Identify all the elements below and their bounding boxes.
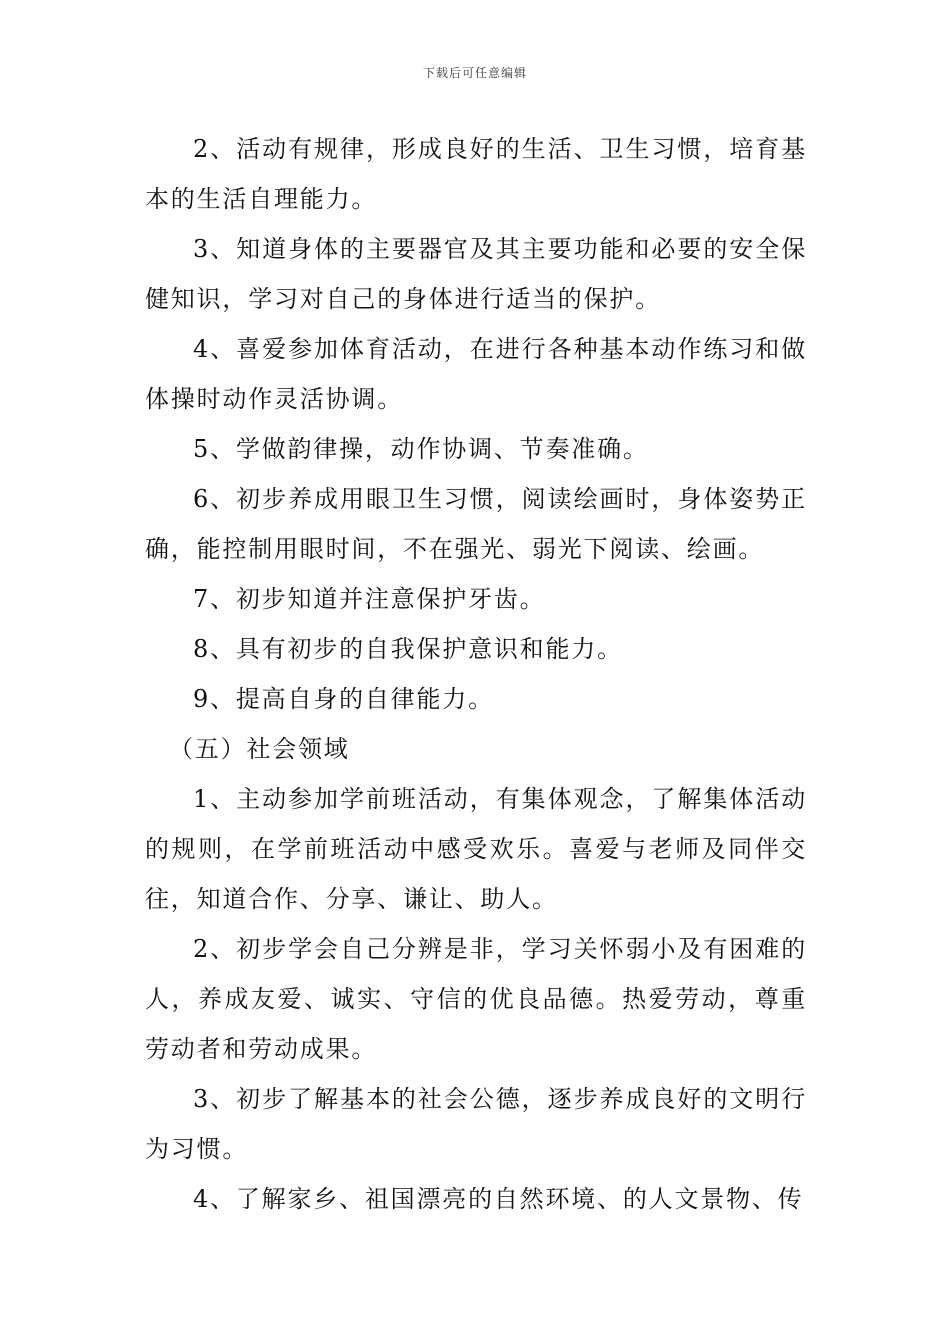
paragraph-item-2: 2、活动有规律，形成良好的生活、卫生习惯，培育基本的生活自理能力。: [145, 135, 807, 213]
page-header: 下载后可任意编辑: [422, 66, 527, 80]
paragraph-item-6: 6、初步养成用眼卫生习惯，阅读绘画时，身体姿势正确，能控制用眼时间，不在强光、弱光下阅读、绘画。: [145, 485, 807, 563]
document-body: [145, 124, 807, 1224]
paragraph-social-4: 4、了解家乡、祖国漂亮的自然环境、的人文景物、传: [193, 1185, 804, 1213]
paragraph-item-5: 5、学做韵律操，动作协调、节奏准确。: [193, 435, 649, 463]
paragraph-item-8: 8、具有初步的自我保护意识和能力。: [193, 635, 623, 663]
paragraph-social-2: 2、初步学会自己分辨是非，学习关怀弱小及有困难的人，养成友爱、诚实、守信的优良品德。热爱劳动，尊重劳动者和劳动成果。: [145, 935, 807, 1063]
paragraph-social-1: 1、主动参加学前班活动，有集体观念，了解集体活动的规则，在学前班活动中感受欢乐。喜爱与老师及同伴交往，知道合作、分享、谦让、助人。: [145, 785, 807, 913]
paragraph-item-7: 7、初步知道并注意保护牙齿。: [193, 585, 546, 613]
paragraph-item-3: 3、知道身体的主要器官及其主要功能和必要的安全保健知识，学习对自己的身体进行适当的保护。: [145, 235, 807, 313]
paragraph-social-3: 3、初步了解基本的社会公德，逐步养成良好的文明行为习惯。: [145, 1085, 807, 1163]
paragraph-item-4: 4、喜爱参加体育活动，在进行各种基本动作练习和做体操时动作灵活协调。: [145, 335, 807, 413]
section-heading-social: （五）社会领域: [169, 735, 350, 763]
paragraph-item-9: 9、提高自身的自律能力。: [193, 685, 494, 713]
